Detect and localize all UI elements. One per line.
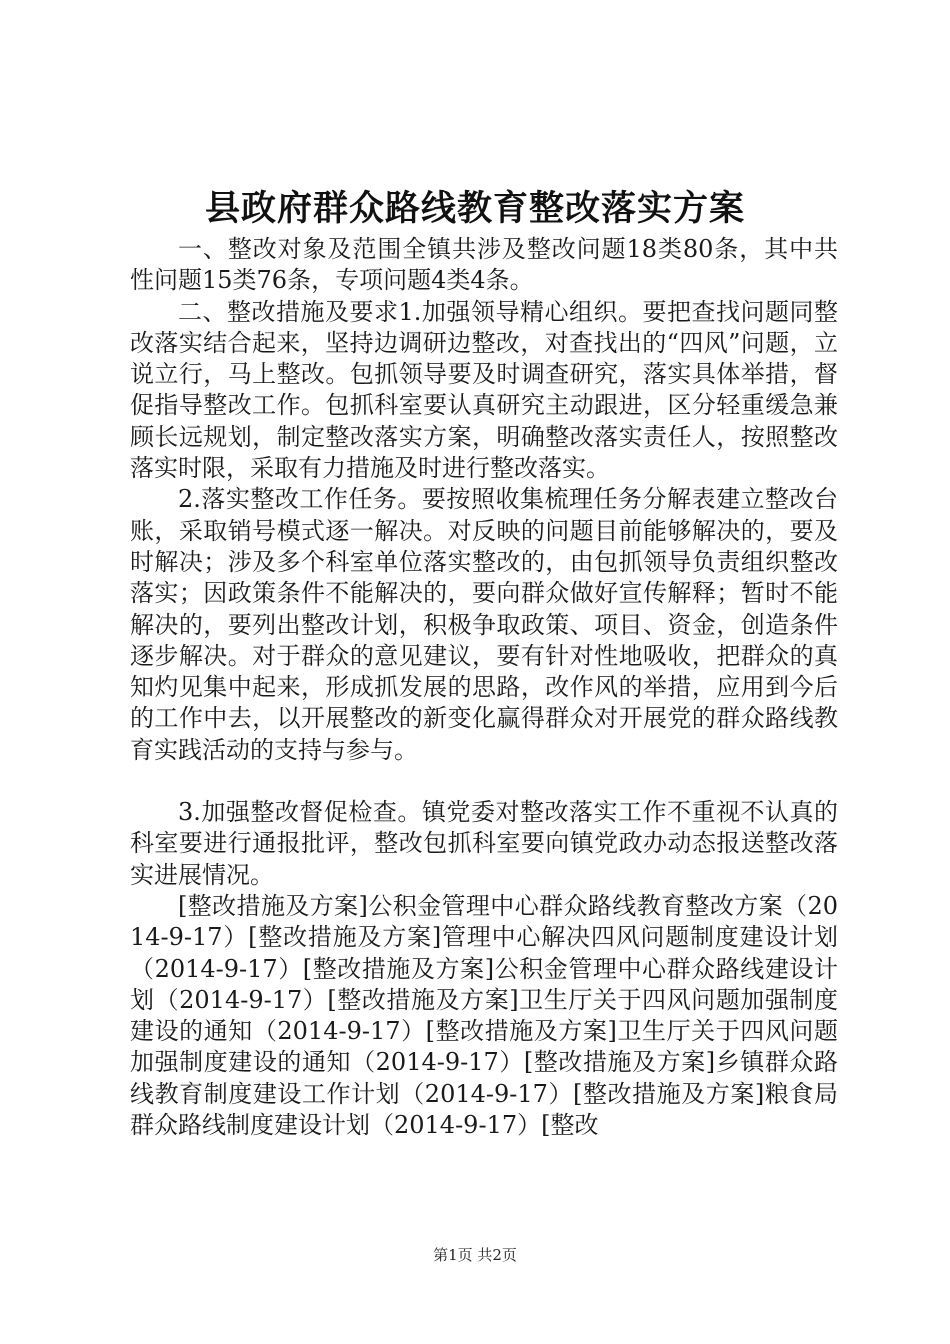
paragraph-measures: 二、整改措施及要求1.加强领导精心组织。要把查找问题同整改落实结合起来，坚持边调研边整改，对查找出的“四风”问题，立说立行，马上整改。包抓领导要及时调查研究，落实具体举措，督促指导整改工作。包抓科室要认真研究主动跟进，区分轻重缓急兼顾长远规划，制定整改落实方案，明确整改落实责任人，按照整改落实时限，采取有力措施及时进行整改落实。 bbox=[130, 297, 838, 483]
paragraph-tasks: 2.落实整改工作任务。要按照收集梳理任务分解表建立整改台账，采取销号模式逐一解决。对反映的问题目前能够解决的，要及时解决；涉及多个科室单位落实整改的，由包抓领导负责组织整改落实；因政策条件不能解决的，要向群众做好宣传解释；暂时不能解决的，要列出整改计划，积极争取政策、项目、资金，创造条件逐步解决。对于群众的意见建议，要有针对性地吸收，把群众的真知灼见集中起来，形成抓发展的思路，改作风的举措，应用到今后的工作中去，以开展整改的新变化赢得群众对开展党的群众路线教育实践活动的支持与参与。 bbox=[130, 485, 838, 764]
paragraph-related-links: [整改措施及方案]公积金管理中心群众路线教育整改方案（2014-9-17）[整改措施及方案]管理中心解决四风问题制度建设计划（2014-9-17）[整改措施及方案]公积金管理中心群众路线建设计划（2014-9-17）[整改措施及方案]卫生厅关于四风问题加强制度建设的通知（2014-9-17）[整改措施及方案]卫生厅关于四风问题加强制度建设的通知（2014-9-17）[整改措施及方案]乡镇群众路线教育制度建设工作计划（2014-9-17）[整改措施及方案]粮食局群众路线制度建设计划（2014-9-17）[整改 bbox=[130, 891, 838, 1140]
page-number: 第1页 共2页 bbox=[433, 1246, 517, 1264]
paragraph-scope: 一、整改对象及范围全镇共涉及整改问题18类80条，其中共性问题15类76条，专项问题4类4条。 bbox=[130, 235, 838, 295]
paragraph-inspection: 3.加强整改督促检查。镇党委对整改落实工作不重视不认真的科室要进行通报批评，整改包抓科室要向镇党政办动态报送整改落实进展情况。 bbox=[130, 798, 838, 889]
document-body bbox=[130, 234, 838, 1141]
document-title: 县政府群众路线教育整改落实方案 bbox=[204, 188, 745, 229]
